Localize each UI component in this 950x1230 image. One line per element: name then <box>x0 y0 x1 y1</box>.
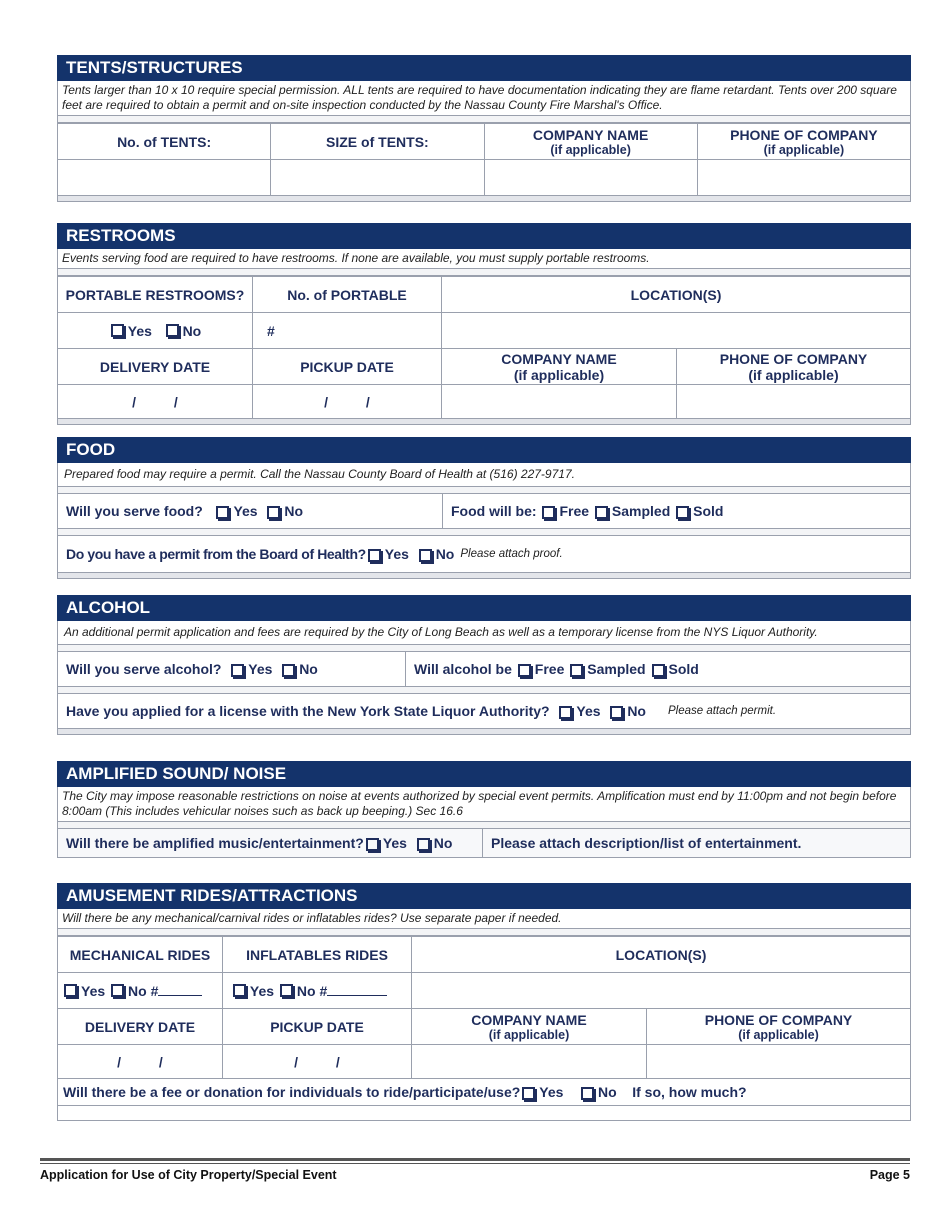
no-label: No <box>128 982 147 999</box>
section-end <box>57 419 911 425</box>
section-title: AMPLIFIED SOUND/ NOISE <box>57 761 911 787</box>
section-note: An additional permit application and fees are required by the City of Long Beach as well as a temporary license from the NYS Liquor Authority. <box>57 621 911 645</box>
restrooms-section <box>57 223 911 425</box>
yes-checkbox[interactable] <box>111 324 124 337</box>
col-phone-label: PHONE OF COMPANY <box>730 126 878 143</box>
yes-checkbox[interactable] <box>216 506 229 519</box>
num-tents-field[interactable] <box>58 160 271 196</box>
col-pickup: PICKUP DATE <box>223 1009 412 1045</box>
col-company-label: COMPANY NAME <box>532 126 649 143</box>
count-field[interactable] <box>327 983 387 996</box>
footer-rule <box>40 1158 910 1161</box>
hash-label: # <box>319 982 328 999</box>
footer-title: Application for Use of City Property/Special Event <box>40 1168 337 1182</box>
divider <box>57 822 911 829</box>
alcohol-serve-row <box>57 652 911 687</box>
sound-music-row <box>57 829 911 858</box>
col-company <box>412 1009 647 1045</box>
attach-note: Please attach proof. <box>460 548 563 560</box>
section-end <box>57 573 911 579</box>
sold-label: Sold <box>693 503 724 519</box>
serve-alcohol-question: Will you serve alcohol? <box>66 661 222 677</box>
inflatables-choice <box>223 973 412 1009</box>
no-checkbox[interactable] <box>419 549 432 562</box>
delivery-date-field[interactable] <box>58 1045 223 1079</box>
alcohol-type-cell <box>406 652 707 686</box>
size-tents-field[interactable] <box>271 160 484 196</box>
if-applicable: (if applicable) <box>550 142 631 157</box>
attach-note: Please attach permit. <box>667 705 777 717</box>
yes-label: Yes <box>81 982 106 999</box>
no-checkbox[interactable] <box>282 664 295 677</box>
food-section <box>57 437 911 579</box>
col-inflatables: INFLATABLES RIDES <box>223 937 412 973</box>
date-separators: / / <box>294 1053 340 1070</box>
col-pickup: PICKUP DATE <box>253 349 442 385</box>
fee-question: Will there be a fee or donation for individuals to ride/participate/use? <box>63 1084 521 1100</box>
section-title: TENTS/STRUCTURES <box>57 55 911 81</box>
food-permit-row <box>57 536 911 573</box>
yes-checkbox[interactable] <box>231 664 244 677</box>
section-note: Events serving food are required to have restrooms. If none are available, you must supply portable restrooms. <box>57 249 911 269</box>
hash-label: # <box>150 982 159 999</box>
col-num-portable: No. of PORTABLE <box>253 277 442 313</box>
alcohol-section <box>57 595 911 735</box>
no-checkbox[interactable] <box>166 324 179 337</box>
col-company <box>442 349 677 385</box>
no-label: No <box>182 322 202 339</box>
section-note: The City may impose reasonable restrictions on noise at events authorized by special event permits. Amplification must end by 11:00pm and not begin before 8:00am (This includes vehicular noises such as back up beeping.) Sec 16.6 <box>57 787 911 822</box>
col-mechanical: MECHANICAL RIDES <box>58 937 223 973</box>
footer-rule <box>40 1163 910 1164</box>
company-field[interactable] <box>442 385 677 419</box>
no-label: No <box>627 703 646 719</box>
yes-label: Yes <box>127 322 152 339</box>
if-applicable: (if applicable) <box>738 1027 819 1042</box>
date-separators: / / <box>117 1053 163 1070</box>
pickup-date-field[interactable] <box>223 1045 412 1079</box>
col-portable: PORTABLE RESTROOMS? <box>58 277 253 313</box>
sold-label: Sold <box>668 661 699 677</box>
free-label: Free <box>559 503 590 519</box>
serve-food-cell <box>58 494 443 528</box>
no-label: No <box>597 1084 617 1100</box>
section-end <box>57 729 911 735</box>
sampled-label: Sampled <box>611 503 671 519</box>
col-phone-label: PHONE OF COMPANY <box>704 1011 853 1028</box>
col-company-label: COMPANY NAME <box>471 1011 587 1028</box>
sound-section <box>57 761 911 858</box>
sampled-label: Sampled <box>587 661 646 677</box>
sold-checkbox[interactable] <box>676 506 689 519</box>
free-label: Free <box>534 661 565 677</box>
no-checkbox[interactable] <box>267 506 280 519</box>
no-label: No <box>296 982 316 999</box>
phone-field[interactable] <box>697 160 910 196</box>
count-field[interactable] <box>158 983 202 996</box>
col-phone <box>677 349 911 385</box>
serve-food-question: Will you serve food? <box>66 503 203 519</box>
alcohol-type-question: Will alcohol be <box>414 661 512 677</box>
if-applicable: (if applicable) <box>763 142 845 157</box>
col-company-label: COMPANY NAME <box>501 350 617 367</box>
section-note: Will there be any mechanical/carnival rides or inflatables rides? Use separate paper if needed. <box>57 909 911 929</box>
food-type-question: Food will be: <box>451 503 537 519</box>
mechanical-choice <box>58 973 223 1009</box>
section-note: Tents larger than 10 x 10 require special permission. ALL tents are required to have documentation indicating they are flame retardant. Tents over 200 square feet are required to obtain a permit and on-site inspection conducted by the Nassau County Fire Marshal's Office. <box>57 81 911 116</box>
num-portable-field[interactable] <box>253 313 442 349</box>
col-phone-label: PHONE OF COMPANY <box>719 350 868 367</box>
no-label: No <box>433 835 453 851</box>
col-location: LOCATION(S) <box>412 937 911 973</box>
section-end <box>57 196 911 202</box>
no-checkbox[interactable] <box>111 984 124 997</box>
no-checkbox[interactable] <box>610 706 623 719</box>
date-separators: / / <box>324 393 370 410</box>
page-number: Page 5 <box>869 1168 910 1182</box>
music-question: Will there be amplified music/entertainment? <box>66 835 364 851</box>
fee-cell <box>58 1079 755 1105</box>
permit-question: Do you have a permit from the Board of Health? <box>66 546 366 562</box>
yes-label: Yes <box>576 703 601 719</box>
if-applicable: (if applicable) <box>488 1027 570 1042</box>
delivery-date-field[interactable] <box>58 385 253 419</box>
divider <box>57 687 911 694</box>
col-delivery: DELIVERY DATE <box>58 1009 223 1045</box>
rides-table <box>57 936 911 1079</box>
restrooms-table <box>57 276 911 419</box>
divider <box>57 929 911 936</box>
portable-choice <box>58 313 253 349</box>
if-applicable: (if applicable) <box>748 366 839 383</box>
sampled-checkbox[interactable] <box>595 506 608 519</box>
no-label: No <box>299 661 318 677</box>
rides-fee-row <box>57 1079 911 1106</box>
free-checkbox[interactable] <box>542 506 555 519</box>
tents-table <box>57 123 911 196</box>
hash-label: # <box>267 322 275 339</box>
rides-section <box>57 883 911 1121</box>
yes-label: Yes <box>249 982 275 999</box>
yes-checkbox[interactable] <box>64 984 77 997</box>
divider <box>57 529 911 536</box>
section-note: Prepared food may require a permit. Call the Nassau County Board of Health at (516) 227-9717. <box>57 463 911 487</box>
yes-checkbox[interactable] <box>559 706 572 719</box>
col-size-tents: SIZE of TENTS: <box>271 124 484 160</box>
location-field[interactable] <box>412 973 911 1009</box>
location-field[interactable] <box>442 313 911 349</box>
yes-checkbox[interactable] <box>233 984 246 997</box>
no-label: No <box>284 503 304 519</box>
license-cell <box>58 694 784 728</box>
footer-text <box>40 1168 910 1182</box>
page-footer <box>40 1158 910 1182</box>
fee-answer-field[interactable] <box>57 1106 911 1121</box>
col-location: LOCATION(S) <box>442 277 911 313</box>
tents-section <box>57 55 911 202</box>
pickup-date-field[interactable] <box>253 385 442 419</box>
yes-label: Yes <box>233 503 258 519</box>
entertainment-cell <box>483 829 809 857</box>
permit-cell <box>58 536 571 572</box>
yes-label: Yes <box>382 835 407 851</box>
divider <box>57 269 911 276</box>
phone-field[interactable] <box>647 1045 911 1079</box>
food-type-cell <box>443 494 732 528</box>
yes-checkbox[interactable] <box>368 549 381 562</box>
food-serve-row <box>57 494 911 529</box>
company-field[interactable] <box>412 1045 647 1079</box>
col-delivery: DELIVERY DATE <box>58 349 253 385</box>
free-checkbox[interactable] <box>518 664 531 677</box>
divider <box>57 645 911 652</box>
no-checkbox[interactable] <box>280 984 293 997</box>
divider <box>57 116 911 123</box>
section-title: AMUSEMENT RIDES/ATTRACTIONS <box>57 883 911 909</box>
yes-checkbox[interactable] <box>522 1087 535 1100</box>
no-label: No <box>435 546 455 562</box>
sampled-checkbox[interactable] <box>570 664 583 677</box>
company-field[interactable] <box>484 160 697 196</box>
no-checkbox[interactable] <box>417 838 430 851</box>
music-cell <box>58 829 483 857</box>
section-title: RESTROOMS <box>57 223 911 249</box>
col-phone <box>697 124 910 160</box>
entertainment-note: Please attach description/list of entertainment. <box>491 835 802 851</box>
section-title: FOOD <box>57 437 911 463</box>
yes-label: Yes <box>384 546 409 562</box>
yes-label: Yes <box>248 661 273 677</box>
yes-checkbox[interactable] <box>366 838 379 851</box>
if-applicable: (if applicable) <box>513 366 605 383</box>
no-checkbox[interactable] <box>581 1087 594 1100</box>
alcohol-license-row <box>57 694 911 729</box>
col-company <box>484 124 697 160</box>
yes-label: Yes <box>539 1084 564 1100</box>
col-num-tents: No. of TENTS: <box>58 124 271 160</box>
how-much-label: If so, how much? <box>632 1084 747 1100</box>
section-title: ALCOHOL <box>57 595 911 621</box>
col-phone <box>647 1009 911 1045</box>
sold-checkbox[interactable] <box>652 664 665 677</box>
phone-field[interactable] <box>677 385 911 419</box>
divider <box>57 487 911 494</box>
date-separators: / / <box>132 393 178 410</box>
serve-alcohol-cell <box>58 652 406 686</box>
license-question: Have you applied for a license with the New York State Liquor Authority? <box>66 703 550 719</box>
